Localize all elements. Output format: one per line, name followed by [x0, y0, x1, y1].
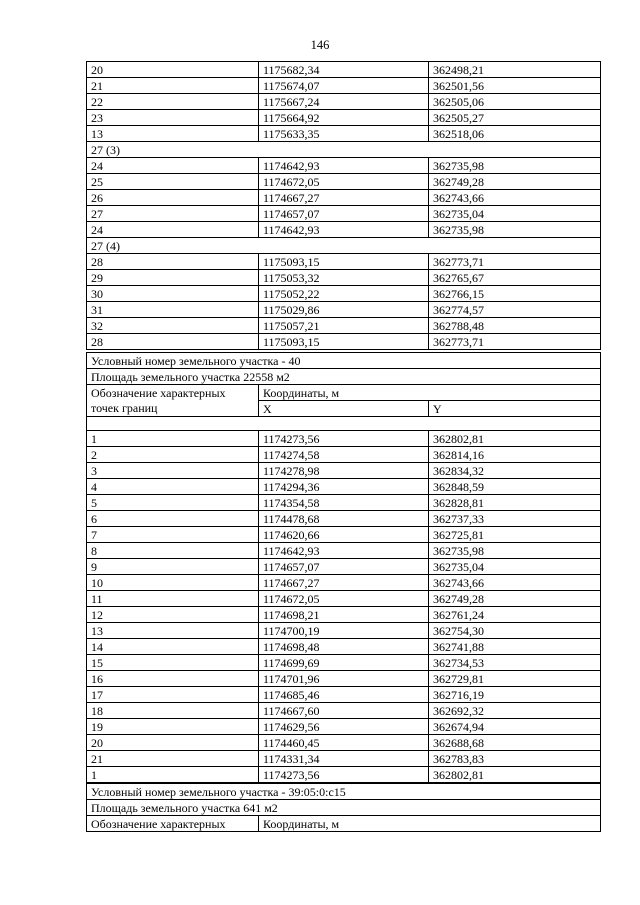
coordinate-x: 1174685,46	[259, 687, 429, 703]
coordinate-y: 362766,15	[429, 286, 601, 302]
coordinate-y: 362834,32	[429, 463, 601, 479]
coordinate-x: 1174642,93	[259, 543, 429, 559]
table-row	[87, 190, 601, 206]
contour-label: 27 (4)	[87, 238, 601, 254]
coordinate-x: 1174278,98	[259, 463, 429, 479]
coordinate-y: 362783,83	[429, 751, 601, 767]
table-row	[87, 591, 601, 607]
coordinate-y: 362741,88	[429, 639, 601, 655]
point-number: 20	[87, 735, 259, 751]
table-row	[87, 318, 601, 334]
point-number: 21	[87, 78, 259, 94]
contour-group-row	[87, 238, 601, 254]
coordinate-y: 362735,04	[429, 559, 601, 575]
coordinate-y: 362688,68	[429, 735, 601, 751]
point-number: 16	[87, 671, 259, 687]
coordinate-y: 362498,21	[429, 62, 601, 78]
page-number: 146	[310, 38, 330, 52]
coordinate-y: 362765,67	[429, 270, 601, 286]
table-row	[87, 495, 601, 511]
coordinate-y: 362814,16	[429, 447, 601, 463]
coordinate-y: 362505,27	[429, 110, 601, 126]
table-row	[87, 479, 601, 495]
table-row	[87, 543, 601, 559]
coordinate-y: 362735,98	[429, 158, 601, 174]
coordinate-x: 1174701,96	[259, 671, 429, 687]
table-row	[87, 431, 601, 447]
coordinate-y: 362754,30	[429, 623, 601, 639]
header-points: Обозначение характерных	[87, 816, 259, 832]
point-number: 13	[87, 623, 259, 639]
point-number: 28	[87, 334, 259, 350]
table-row	[87, 607, 601, 623]
table-row	[87, 767, 601, 783]
table-row	[87, 334, 601, 350]
coordinate-x: 1174354,58	[259, 495, 429, 511]
table-row	[87, 703, 601, 719]
coordinate-x: 1175664,92	[259, 110, 429, 126]
coordinate-x: 1174672,05	[259, 174, 429, 190]
coordinate-y: 362773,71	[429, 254, 601, 270]
coordinate-x: 1174274,58	[259, 447, 429, 463]
parcel-c15-table-body	[87, 784, 601, 832]
coordinate-x: 1175633,35	[259, 126, 429, 142]
coordinate-x: 1175093,15	[259, 254, 429, 270]
parcel-c15-table	[86, 783, 601, 832]
empty-cell	[87, 417, 601, 431]
contour-group-row	[87, 142, 601, 158]
point-number: 23	[87, 110, 259, 126]
point-number: 14	[87, 639, 259, 655]
coordinate-y: 362773,71	[429, 334, 601, 350]
coordinate-y: 362692,32	[429, 703, 601, 719]
table-row	[87, 158, 601, 174]
coordinate-x: 1175682,34	[259, 62, 429, 78]
coordinate-x: 1175093,15	[259, 334, 429, 350]
coordinate-x: 1174672,05	[259, 591, 429, 607]
coordinate-x: 1174620,66	[259, 527, 429, 543]
point-number: 8	[87, 543, 259, 559]
point-number: 3	[87, 463, 259, 479]
table-row	[87, 639, 601, 655]
point-number: 13	[87, 126, 259, 142]
coordinate-y: 362674,94	[429, 719, 601, 735]
table-row	[87, 735, 601, 751]
coordinate-y: 362749,28	[429, 591, 601, 607]
point-number: 27	[87, 206, 259, 222]
point-number: 30	[87, 286, 259, 302]
point-number: 32	[87, 318, 259, 334]
point-number: 4	[87, 479, 259, 495]
table-row	[87, 575, 601, 591]
coordinate-x: 1174642,93	[259, 222, 429, 238]
coordinate-y: 362774,57	[429, 302, 601, 318]
point-number: 21	[87, 751, 259, 767]
table-row	[87, 222, 601, 238]
coordinate-x: 1174699,69	[259, 655, 429, 671]
header-coordinates: Координаты, м	[259, 385, 601, 401]
coordinate-y: 362761,24	[429, 607, 601, 623]
table-row	[87, 174, 601, 190]
point-number: 25	[87, 174, 259, 190]
parcel-area: Площадь земельного участка 641 м2	[87, 800, 601, 816]
coordinate-y: 362725,81	[429, 527, 601, 543]
table-row	[87, 527, 601, 543]
point-number: 7	[87, 527, 259, 543]
table-row	[87, 719, 601, 735]
coordinate-x: 1174700,19	[259, 623, 429, 639]
header-row-1	[87, 385, 601, 401]
point-number: 26	[87, 190, 259, 206]
point-number: 1	[87, 767, 259, 783]
coordinate-x: 1174667,27	[259, 575, 429, 591]
coordinate-y: 362734,53	[429, 655, 601, 671]
coordinate-y: 362505,06	[429, 94, 601, 110]
coordinate-y: 362788,48	[429, 318, 601, 334]
coordinate-x: 1174478,68	[259, 511, 429, 527]
point-number: 2	[87, 447, 259, 463]
coordinate-y: 362737,33	[429, 511, 601, 527]
coordinates-table-continued	[86, 61, 601, 350]
point-number: 19	[87, 719, 259, 735]
parcel-number-row	[87, 784, 601, 800]
table-row	[87, 126, 601, 142]
point-number: 18	[87, 703, 259, 719]
coordinate-x: 1175057,21	[259, 318, 429, 334]
coordinate-x: 1175053,32	[259, 270, 429, 286]
coordinate-y: 362828,81	[429, 495, 601, 511]
coordinate-x: 1174667,27	[259, 190, 429, 206]
header-points: Обозначение характерных	[87, 385, 259, 401]
parcel-number-row	[87, 353, 601, 369]
parcel-area-row	[87, 800, 601, 816]
table-row	[87, 623, 601, 639]
header-row-1	[87, 816, 601, 832]
header-points-continued: точек границ	[87, 401, 259, 417]
coordinate-y: 362743,66	[429, 575, 601, 591]
point-number: 31	[87, 302, 259, 318]
table-row	[87, 447, 601, 463]
coordinate-y: 362729,81	[429, 671, 601, 687]
coordinate-x: 1174629,56	[259, 719, 429, 735]
point-number: 28	[87, 254, 259, 270]
header-coordinates: Координаты, м	[259, 816, 601, 832]
coordinate-x: 1174642,93	[259, 158, 429, 174]
coordinate-x: 1175029,86	[259, 302, 429, 318]
coordinate-x: 1174657,07	[259, 559, 429, 575]
coordinate-y: 362848,59	[429, 479, 601, 495]
coordinate-x: 1174698,21	[259, 607, 429, 623]
parcel-area-row	[87, 369, 601, 385]
point-number: 1	[87, 431, 259, 447]
coordinate-y: 362716,19	[429, 687, 601, 703]
table-row	[87, 270, 601, 286]
point-number: 10	[87, 575, 259, 591]
coordinate-x: 1175052,22	[259, 286, 429, 302]
coordinate-x: 1174460,45	[259, 735, 429, 751]
table-row	[87, 559, 601, 575]
table-row	[87, 671, 601, 687]
coordinate-x: 1174698,48	[259, 639, 429, 655]
header-y: Y	[429, 401, 601, 417]
coordinate-x: 1174294,36	[259, 479, 429, 495]
coordinate-y: 362743,66	[429, 190, 601, 206]
empty-row	[87, 417, 601, 431]
parcel-number: Условный номер земельного участка - 39:05:0:c15	[87, 784, 601, 800]
coordinate-y: 362802,81	[429, 431, 601, 447]
point-number: 24	[87, 222, 259, 238]
point-number: 29	[87, 270, 259, 286]
coordinate-y: 362749,28	[429, 174, 601, 190]
point-number: 9	[87, 559, 259, 575]
coordinate-x: 1174667,60	[259, 703, 429, 719]
coordinate-y: 362735,98	[429, 222, 601, 238]
coordinates-table-body	[87, 62, 601, 350]
coordinate-y: 362501,56	[429, 78, 601, 94]
contour-label: 27 (3)	[87, 142, 601, 158]
point-number: 17	[87, 687, 259, 703]
table-row	[87, 78, 601, 94]
parcel-40-table-body	[87, 353, 601, 783]
table-row	[87, 110, 601, 126]
table-row	[87, 254, 601, 270]
parcel-40-table	[86, 352, 601, 783]
table-row	[87, 751, 601, 767]
table-row	[87, 62, 601, 78]
point-number: 22	[87, 94, 259, 110]
point-number: 5	[87, 495, 259, 511]
coordinate-x: 1174331,34	[259, 751, 429, 767]
table-row	[87, 94, 601, 110]
point-number: 12	[87, 607, 259, 623]
table-row	[87, 206, 601, 222]
coordinate-x: 1175674,07	[259, 78, 429, 94]
point-number: 11	[87, 591, 259, 607]
header-row-2	[87, 401, 601, 417]
coordinate-y: 362735,04	[429, 206, 601, 222]
header-x: X	[259, 401, 429, 417]
table-row	[87, 286, 601, 302]
coordinate-y: 362518,06	[429, 126, 601, 142]
coordinate-x: 1174273,56	[259, 767, 429, 783]
parcel-number: Условный номер земельного участка - 40	[87, 353, 601, 369]
table-row	[87, 687, 601, 703]
table-row	[87, 655, 601, 671]
table-row	[87, 463, 601, 479]
table-row	[87, 302, 601, 318]
table-row	[87, 511, 601, 527]
coordinate-x: 1175667,24	[259, 94, 429, 110]
coordinate-x: 1174657,07	[259, 206, 429, 222]
point-number: 15	[87, 655, 259, 671]
coordinate-y: 362735,98	[429, 543, 601, 559]
coordinate-x: 1174273,56	[259, 431, 429, 447]
point-number: 24	[87, 158, 259, 174]
point-number: 6	[87, 511, 259, 527]
point-number: 20	[87, 62, 259, 78]
coordinate-y: 362802,81	[429, 767, 601, 783]
parcel-area: Площадь земельного участка 22558 м2	[87, 369, 601, 385]
